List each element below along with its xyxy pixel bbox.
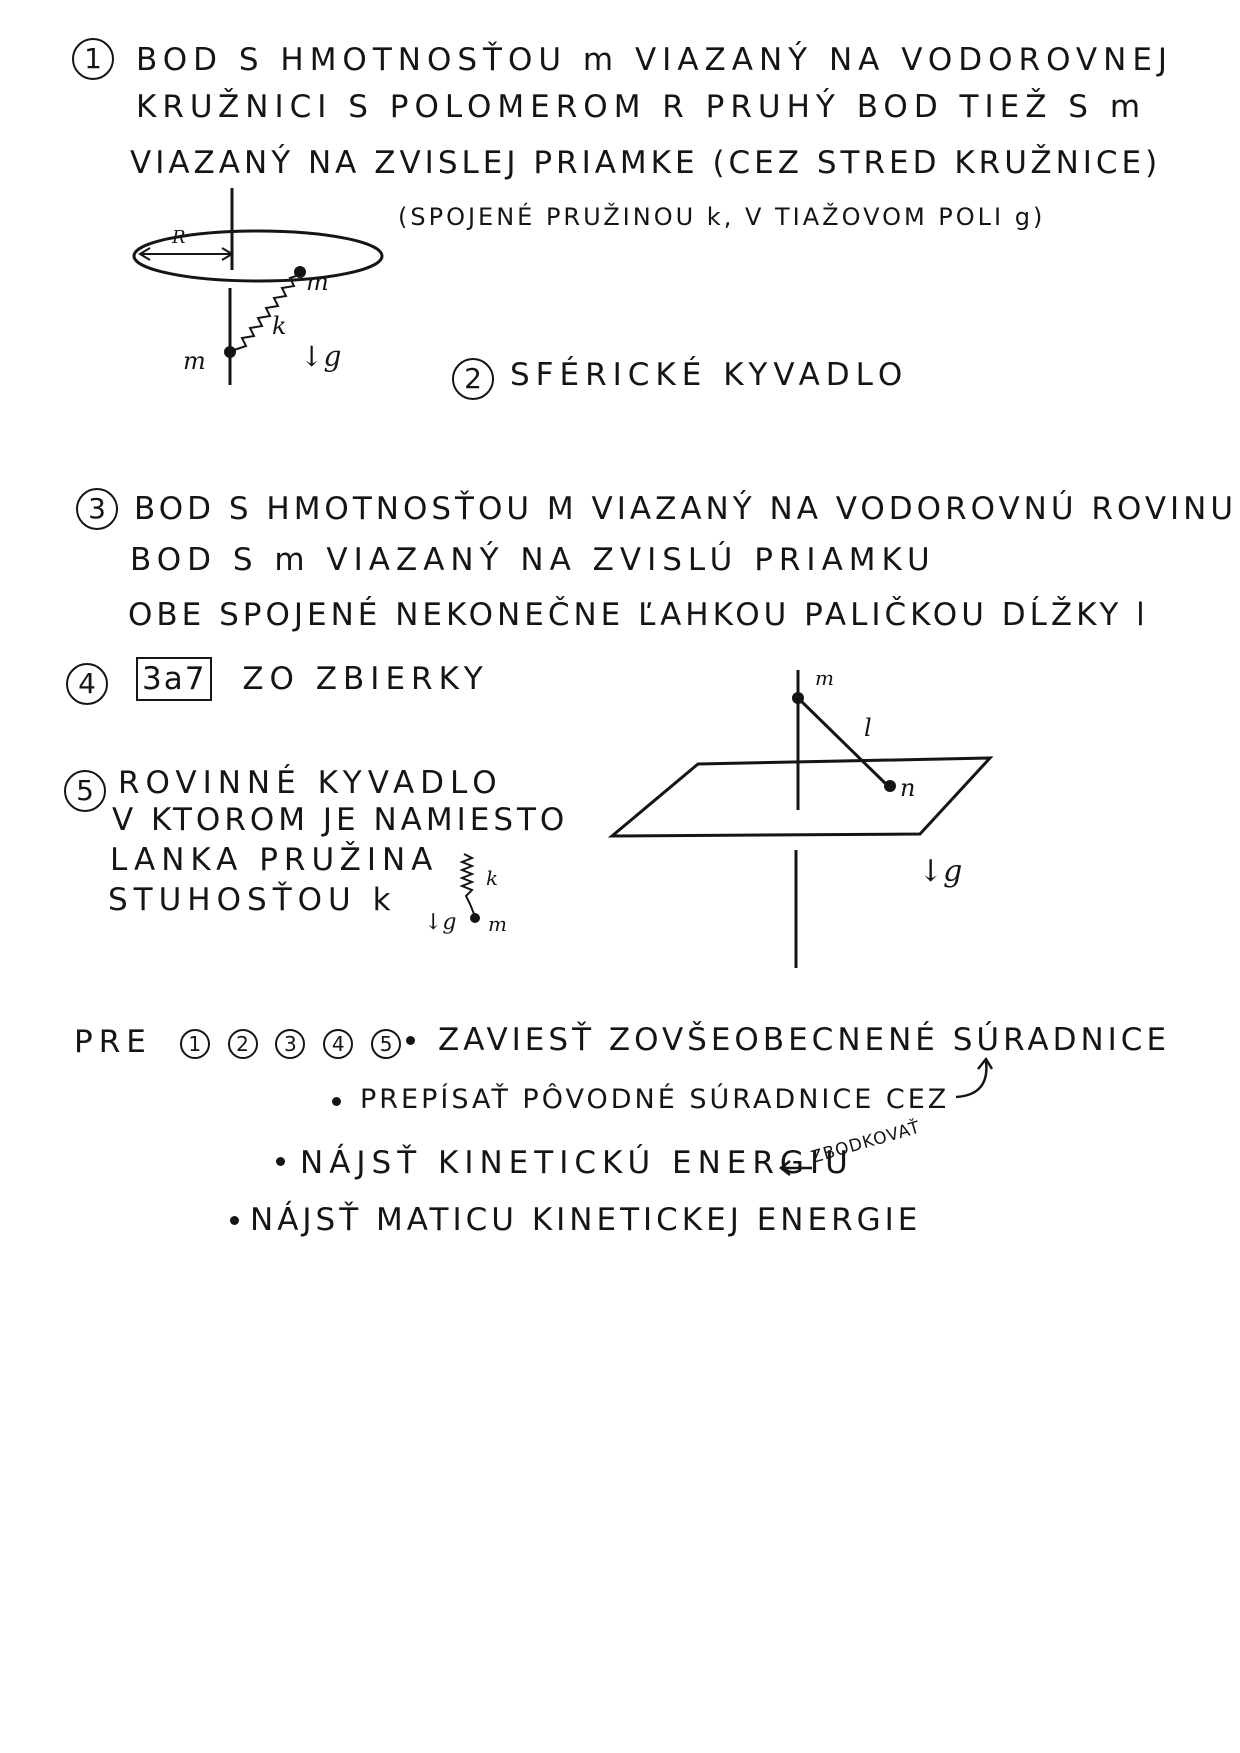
rod-l xyxy=(798,698,888,786)
fig3-label-m: m xyxy=(815,666,834,690)
mass-m xyxy=(792,692,804,704)
task-item-3-text: NÁJSŤ KINETICKÚ ENERGIU xyxy=(300,1145,854,1181)
fig1-label-g: ↓g xyxy=(300,340,342,373)
bullet-4 xyxy=(230,1216,239,1225)
tasks-prefix: PRE xyxy=(74,1024,152,1060)
problem-5-number: 5 xyxy=(64,770,106,812)
task-item-3 xyxy=(300,1145,854,1181)
mass-n xyxy=(884,780,896,792)
bullet-1 xyxy=(406,1036,415,1045)
fig1-label-R: R xyxy=(172,227,186,248)
problem-1-line-1: BOD S HMOTNOSŤOU m VIAZANÝ NA VODOROVNEJ xyxy=(136,42,1174,78)
problem-1-line-2: KRUŽNICI S POLOMEROM R PRUHÝ BOD TIEŽ S m xyxy=(136,89,1147,125)
problem-5-line-2: V KTOROM JE NAMIESTO xyxy=(112,802,569,838)
mass-m xyxy=(470,913,480,923)
fig5-label-k: k xyxy=(486,866,499,890)
problem-4-row xyxy=(136,661,489,697)
mass-on-axis xyxy=(224,346,236,358)
tasks-prefix-row xyxy=(74,1024,403,1060)
curved-arrow xyxy=(950,1055,1000,1105)
fig1-label-k: k xyxy=(272,312,287,340)
task-num-1: 1 xyxy=(180,1029,210,1059)
problem-4-text: ZO ZBIERKY xyxy=(242,661,489,697)
fig5-label-m: m xyxy=(488,912,507,936)
task-item-1: ZAVIESŤ ZOVŠEOBECNENÉ SÚRADNICE xyxy=(438,1022,1171,1058)
fig5-label-g: ↓g xyxy=(424,910,457,935)
horizontal-plane xyxy=(612,758,990,836)
tasks-problem-numbers xyxy=(180,1024,403,1060)
problem-5-line-1: ROVINNÉ KYVADLO xyxy=(118,765,503,801)
fig3-label-n: n xyxy=(900,774,916,802)
task-item-3-note: ZBODKOVAŤ xyxy=(808,1117,923,1168)
figure-plane-rod xyxy=(600,660,1000,980)
task-num-5: 5 xyxy=(371,1029,401,1059)
spring-k xyxy=(462,854,474,914)
task-num-2: 2 xyxy=(228,1029,258,1059)
bullet-3 xyxy=(276,1157,285,1166)
fig1-label-m-bottom: m xyxy=(183,347,206,375)
fig1-label-m-top: m xyxy=(306,268,329,296)
problem-3-line-1: BOD S HMOTNOSŤOU M VIAZANÝ NA VODOROVNÚ ROVINU xyxy=(134,491,1238,527)
problem-3-line-2: BOD S m VIAZANÝ NA ZVISLÚ PRIAMKU xyxy=(130,542,936,578)
task-item-4: NÁJSŤ MATICU KINETICKEJ ENERGIE xyxy=(250,1202,922,1238)
problem-3-number: 3 xyxy=(76,488,118,530)
problem-1-line-3: VIAZANÝ NA ZVISLEJ PRIAMKE (CEZ STRED KRUŽNICE) xyxy=(130,145,1162,181)
task-item-2: PREPÍSAŤ PÔVODNÉ SÚRADNICE CEZ xyxy=(360,1084,950,1115)
bullet-2 xyxy=(332,1097,341,1106)
fig3-label-l: l xyxy=(864,714,872,742)
problem-2-number: 2 xyxy=(452,358,494,400)
problem-4-number: 4 xyxy=(66,663,108,705)
problem-4-boxed-ref: 3a7 xyxy=(136,657,212,701)
fig3-label-g: ↓g xyxy=(918,854,963,889)
problem-5-line-4: STUHOSŤOU k xyxy=(108,882,397,918)
problem-2-text: SFÉRICKÉ KYVADLO xyxy=(510,357,909,393)
task-num-3: 3 xyxy=(275,1029,305,1059)
task-num-4: 4 xyxy=(323,1029,353,1059)
spring-k xyxy=(234,276,296,350)
problem-1-number: 1 xyxy=(72,38,114,80)
problem-5-line-3: LANKA PRUŽINA xyxy=(110,842,439,878)
problem-3-line-3: OBE SPOJENÉ NEKONEČNE ĽAHKOU PALIČKOU DĹŽKY l xyxy=(128,597,1149,633)
arrow-left xyxy=(778,1158,814,1178)
problem-1-line-4: (SPOJENÉ PRUŽINOU k, V TIAŽOVOM POLI g) xyxy=(398,203,1046,231)
